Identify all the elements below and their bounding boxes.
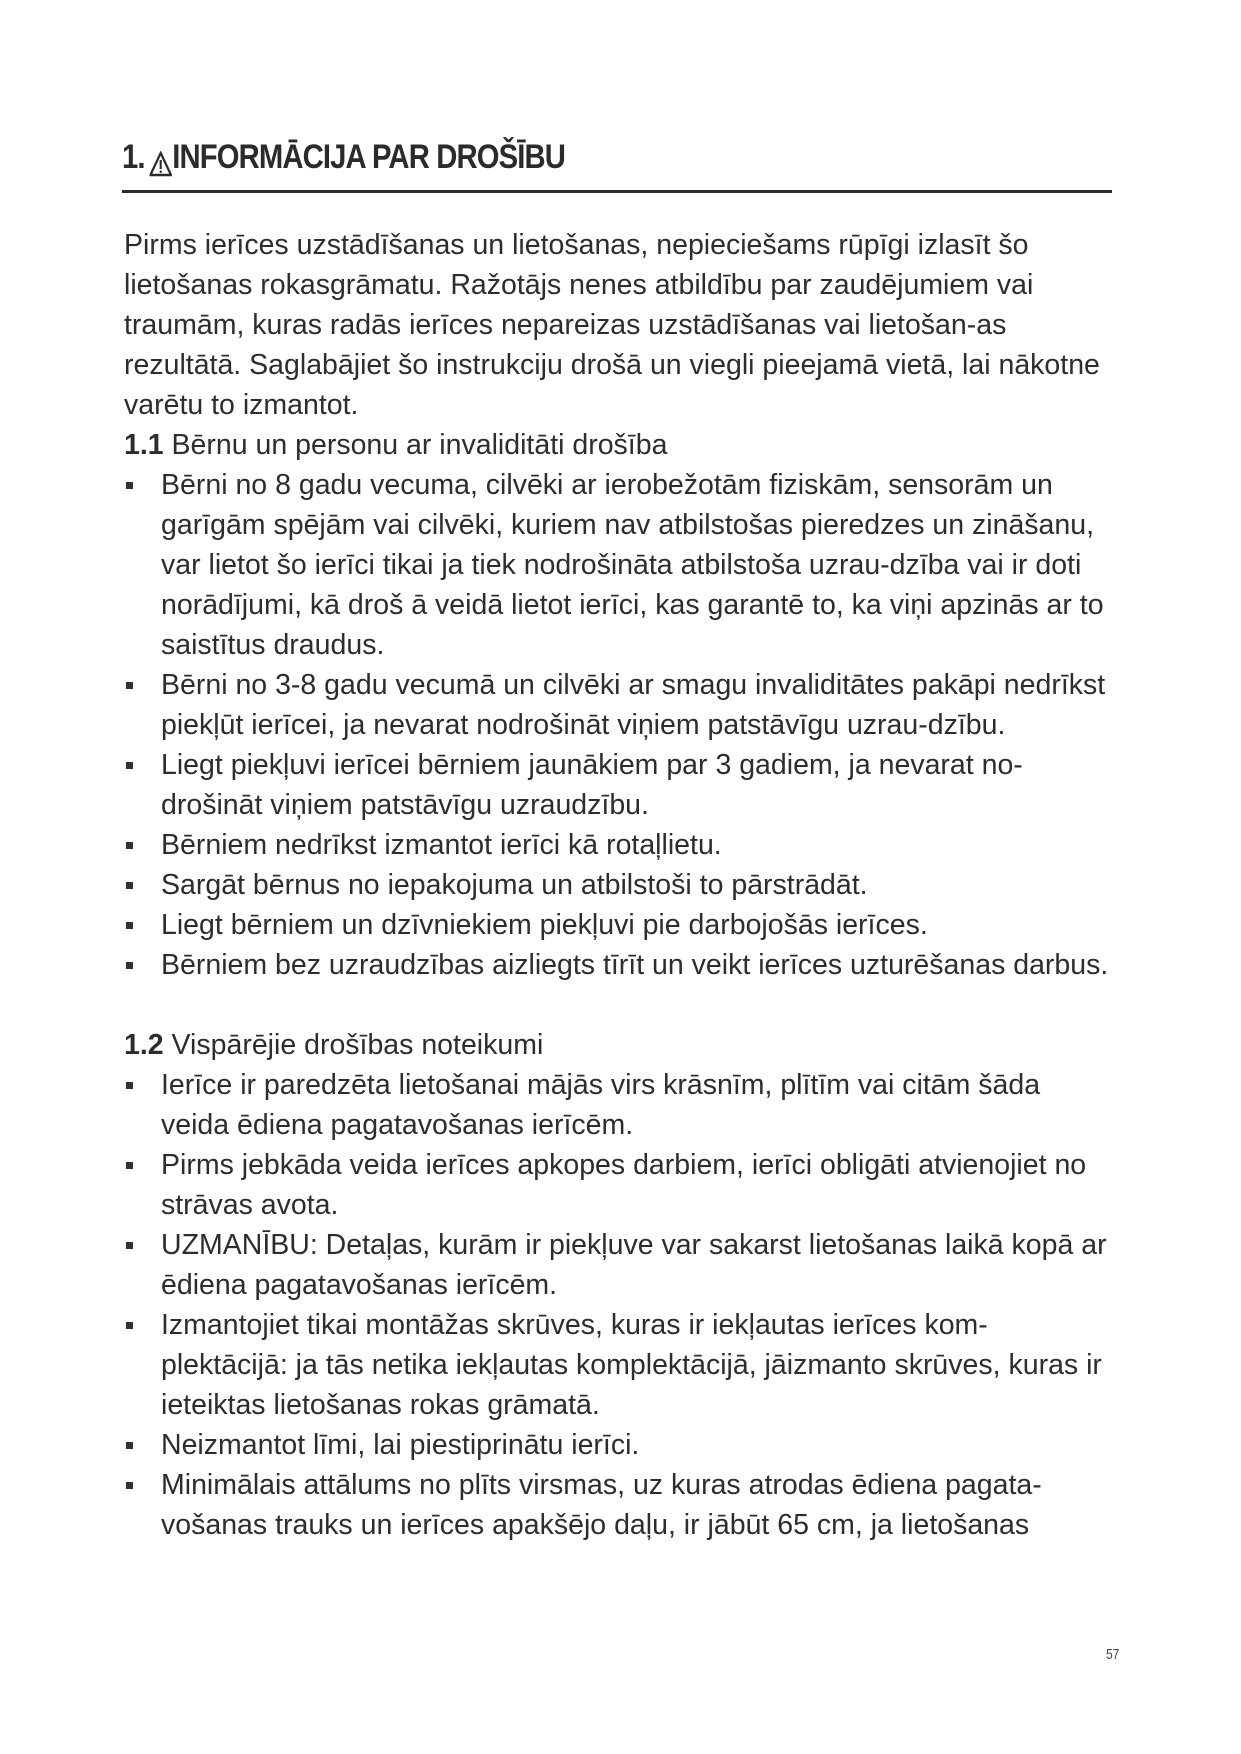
list-item-text: Liegt bērniem un dzīvniekiem piekļuvi pie darbojošās ierīces. (161, 909, 928, 941)
list-item-text: Bērni no 8 gadu vecuma, cilvēki ar ierobežotām fiziskām, sensorām un garīgām spējām vai cilvēki, kuriem nav atbilstošas pieredzes un zināšanu, var lietot šo ierīci tikai ja tiek nodrošināta atbilstoša uzrau-dzība vai ir doti norādījumi, kā droš ā veidā lietot ierīci, kas garantē to, ka viņi apzinās ar to saistītus draudus. (161, 469, 1104, 661)
list-item (124, 665, 1114, 745)
bullet-icon (126, 682, 133, 689)
list-item (124, 1225, 1114, 1305)
list-item (124, 905, 1114, 945)
section-title-1-2 (124, 1025, 1114, 1065)
list-item (124, 1305, 1114, 1425)
bullet-list-general-safety (124, 1065, 1114, 1545)
heading-title: INFORMĀCIJA PAR DROŠĪBU (172, 138, 566, 176)
list-item-text: Izmantojiet tikai montāžas skrūves, kuras ir iekļautas ierīces kom-plektācijā: ja tās netika iekļautas komplektācijā, jāizmanto skrūves, kuras ir ieteiktas lietošanas rokas grāmatā. (161, 1309, 1102, 1421)
warning-triangle-icon (150, 147, 172, 173)
list-item (124, 465, 1114, 665)
list-item-text: Ierīce ir paredzēta lietošanai mājās virs krāsnīm, plītīm vai citām šāda veida ēdiena pagatavošanas ierīcēm. (161, 1069, 1041, 1141)
list-item-text: Minimālais attālums no plīts virsmas, uz kuras atrodas ēdiena pagata-vošanas trauks un ierīces apakšējo daļu, ir jābūt 65 cm, ja lietošanas (161, 1469, 1042, 1541)
section-title-text: Bērnu un personu ar invaliditāti drošība (171, 429, 668, 461)
bullet-icon (126, 1322, 133, 1329)
bullet-icon (126, 882, 133, 889)
heading-number: 1. (122, 138, 145, 176)
bullet-icon (126, 1082, 133, 1089)
list-item-text: Pirms jebkāda veida ierīces apkopes darbiem, ierīci obligāti atvienojiet no strāvas avota. (161, 1149, 1087, 1221)
list-item-text: Bērni no 3-8 gadu vecumā un cilvēki ar smagu invaliditātes pakāpi nedrīkst piekļūt ierīcei, ja nevarat nodrošināt viņiem patstāvīgu uzrau-dzību. (161, 669, 1106, 741)
section-title-1-1 (124, 425, 1114, 465)
section-number: 1.2 (124, 1029, 164, 1061)
section-spacer (124, 985, 1114, 1025)
list-item (124, 745, 1114, 825)
section-heading (122, 138, 565, 177)
list-item (124, 825, 1114, 865)
list-item-text: Sargāt bērnus no iepakojuma un atbilstoši to pārstrādāt. (161, 869, 868, 901)
bullet-icon (126, 762, 133, 769)
list-item-text: UZMANĪBU: Detaļas, kurām ir piekļuve var sakarst lietošanas laikā kopā ar ēdiena pagatavošanas ierīcēm. (161, 1229, 1107, 1301)
list-item (124, 1465, 1114, 1545)
bullet-icon (126, 1482, 133, 1489)
list-item-text: Bērniem bez uzraudzības aizliegts tīrīt un veikt ierīces uzturēšanas darbus. (161, 949, 1109, 981)
bullet-icon (126, 1162, 133, 1169)
list-item (124, 1145, 1114, 1225)
bullet-icon (126, 1242, 133, 1249)
list-item-text: Liegt piekļuvi ierīcei bērniem jaunākiem par 3 gadiem, ja nevarat no-drošināt viņiem patstāvīgu uzraudzību. (161, 749, 1023, 821)
bullet-icon (126, 962, 133, 969)
section-title-text: Vispārējie drošības noteikumi (171, 1029, 544, 1061)
list-item (124, 1425, 1114, 1465)
bullet-list-child-safety (124, 465, 1114, 985)
list-item-text: Bērniem nedrīkst izmantot ierīci kā rotaļlietu. (161, 829, 722, 861)
bullet-icon (126, 922, 133, 929)
heading-divider (122, 190, 1112, 193)
list-item (124, 945, 1114, 985)
bullet-icon (126, 1442, 133, 1449)
bullet-icon (126, 482, 133, 489)
page-number: 57 (1106, 1646, 1120, 1663)
document-body (124, 225, 1114, 1545)
section-number: 1.1 (124, 429, 164, 461)
list-item (124, 1065, 1114, 1145)
list-item (124, 865, 1114, 905)
list-item-text: Neizmantot līmi, lai piestiprinātu ierīci. (161, 1429, 640, 1461)
bullet-icon (126, 842, 133, 849)
intro-paragraph: Pirms ierīces uzstādīšanas un lietošanas, nepieciešams rūpīgi izlasīt šo lietošanas rokasgrāmatu. Ražotājs nenes atbildību par zaudējumiem vai traumām, kuras radās ierīces nepareizas uzstādīšanas vai lietošan-as rezultātā. Saglabājiet šo instrukciju drošā un viegli pieejamā vietā, lai nākotne varētu to izmantot. (124, 229, 1100, 421)
